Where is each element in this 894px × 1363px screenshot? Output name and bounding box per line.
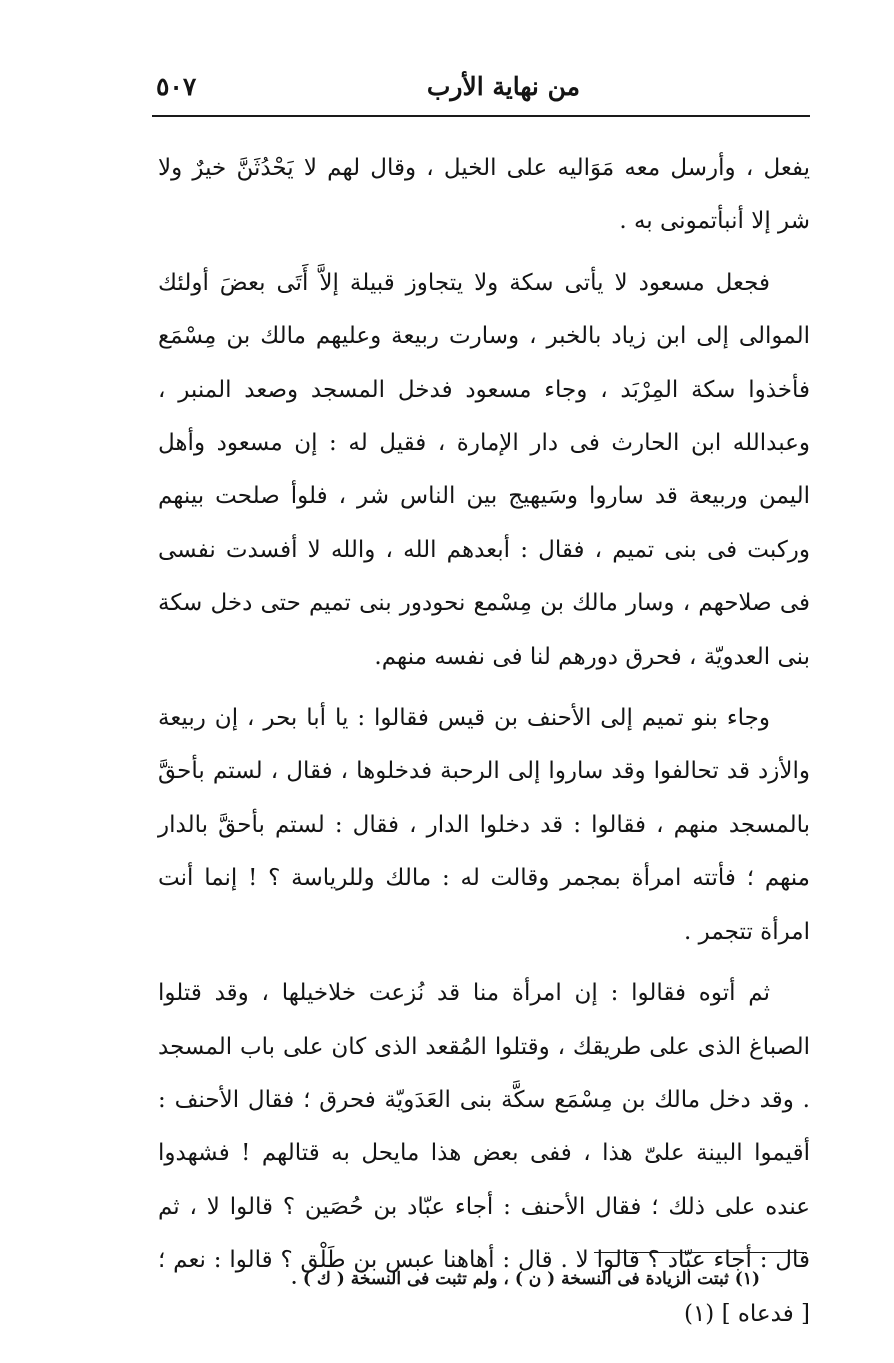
paragraph-2: فجعل مسعود لا يأتى سكة ولا يتجاوز قبيلة إلاَّ أَتَى بعضَ أولئك الموالى إلى ابن زياد بالخبر ، وسارت ربيعة وعليهم مالك بن مِسْمَع فأخذوا سكة المِرْبَد ، وجاء مسعود فدخل المسجد وصعد المنبر ، وعبدالله ابن الحارث فى دار الإمارة ، فقيل له : إن مسعود وأهل اليمن وربيعة قد ساروا وسَيهيج بين الناس شر ، فلوأ صلحت بينهم وركبت فى بنى تميم ، فقال : أبعدهم الله ، والله لا أفسدت نفسى فى صلاحهم ، وسار مالك بن مِسْمع نحودور بنى تميم حتى دخل سكة بنى العدويّة ، فحرق دورهم لنا فى نفسه منهم.: [158, 269, 810, 670]
footnote: (١) ثبتت الزيادة فى النسخة ( ن ) ، ولم تثبت فى النسخة ( ك ) .: [291, 1269, 760, 1289]
paragraph-1: يفعل ، وأرسل معه مَوَاليه على الخيل ، وقال لهم لا يَحْدُثَنَّ خيرٌ ولا شر إلا أنبأتمونى به .: [158, 155, 810, 235]
header-divider: [152, 115, 810, 117]
paragraph-4: ثم أتوه فقالوا : إن امرأة منا قد نُزعت خلاخيلها ، وقد قتلوا الصباغ الذى على طريقك ، وقتلوا المُقعد الذى كان على باب المسجد . وقد دخل مالك بن مِسْمَع سكَّة بنى العَدَويّة فحرق ؛ فقال الأحنف : أقيموا البينة علىّ هذا ، ففى بعض هذا مايحل به قتالهم ! فشهدوا عنده على ذلك ؛ فقال الأحنف : أجاء عبّاد بن حُصَين ؟ قالوا لا ، ثم قال : أجاء عبّاد ؟ قالوا لا . قال : أهاهنا عبس بن طَلْق ؟ قالوا : نعم ؛ [ فدعاه ] (١): [158, 980, 810, 1327]
page-number: ٥٠٧: [156, 72, 197, 101]
main-text: [158, 142, 810, 1341]
paragraph-3: وجاء بنو تميم إلى الأحنف بن قيس فقالوا : يا أبا بحر ، إن ربيعة والأزد قد تحالفوا وقد ساروا إلى الرحبة فدخلوها ، فقال ، لستم بأحقَّ بالمسجد منهم ، فقالوا : قد دخلوا الدار ، فقال : لستم بأحقَّ بالدار منهم ؛ فأتته امرأة بمجمر وقالت له : مالك وللرياسة ؟ ! إنما أنت امرأة تتجمر .: [158, 705, 810, 945]
page-header: [152, 70, 810, 106]
footnote-divider: [594, 1252, 806, 1253]
running-title: من نهاية الأرب: [426, 72, 580, 101]
